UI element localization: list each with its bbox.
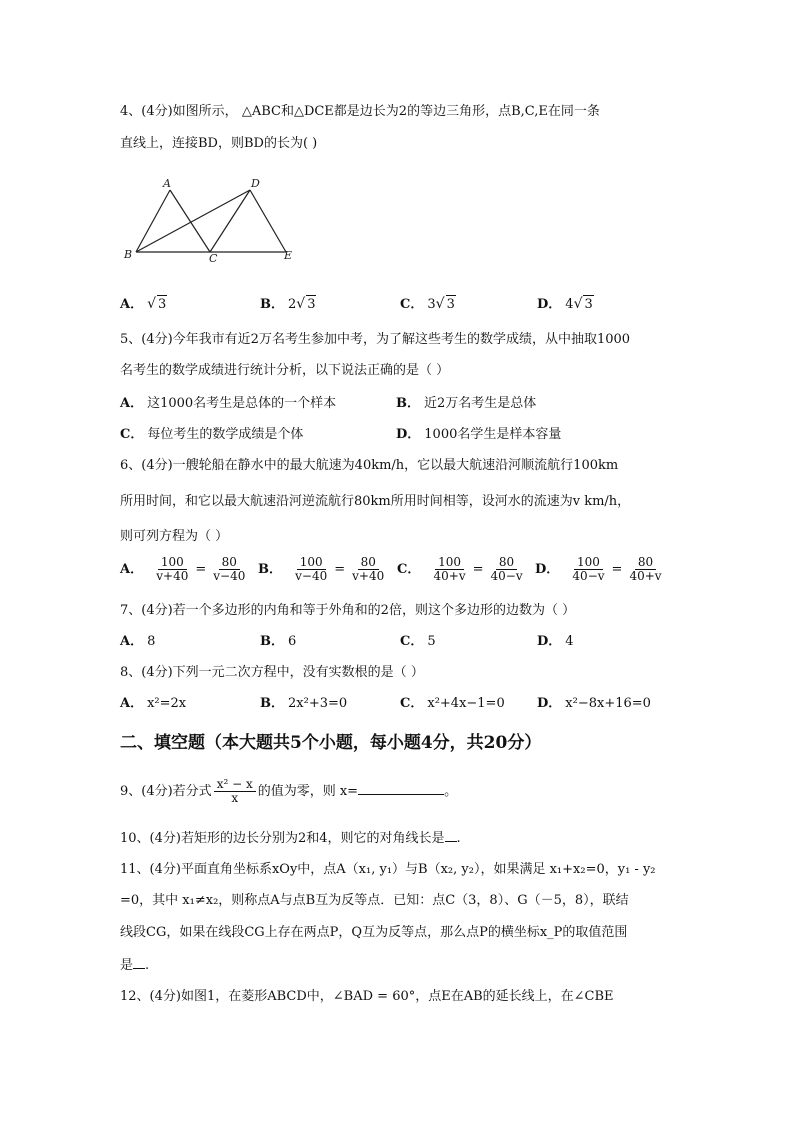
label-e: E bbox=[284, 249, 293, 262]
q7-line1: 7、(4分)若一个多边形的内角和等于外角和的2倍，则这个多边形的边数为（ ） bbox=[120, 603, 576, 618]
q5-option-a: A． 这1000名考生是总体的一个样本 bbox=[120, 396, 337, 411]
q6-option-d: D． $\frac{100}{40-v}$ = $\frac{80}{40+v}$ bbox=[535, 555, 662, 583]
q11-line1: 11、(4分)平面直角坐标系xOy中，点A（x₁, y₁）与B（x₂, y₂），如果满足 x₁+x₂=0，y₁ - y₂ bbox=[120, 862, 656, 877]
q4-option-b: B． 2√ 3 bbox=[260, 296, 316, 312]
section-title-fill-in: 二、填空题（本大题共5个小题，每小题4分，共20分） bbox=[120, 733, 542, 753]
q8-option-a: A． x²=2x bbox=[120, 696, 187, 711]
q4-option-d: D． 4√ 3 bbox=[537, 296, 593, 312]
q10-line: 10、(4分)若矩形的边长分别为2和4，则它的对角线长是 . bbox=[120, 831, 461, 846]
q4-line2: 直线上，连接BD，则BD的长为( ) bbox=[120, 136, 318, 151]
triangle-figure bbox=[118, 170, 298, 265]
q5-line1: 5、(4分)今年我市有近2万名考生参加中考，为了解这些考生的数学成绩，从中抽取1000 bbox=[120, 332, 631, 347]
q5-option-b: B． 近2万名考生是总体 bbox=[396, 396, 537, 411]
q6-option-b: B． $\frac{100}{v-40}$ = $\frac{80}{v+40}$ bbox=[258, 555, 385, 583]
edge-ac bbox=[170, 190, 210, 252]
q6-line3: 则可列方程为（ ） bbox=[120, 529, 229, 544]
q9-answer-blank[interactable] bbox=[358, 782, 444, 795]
q4-option-c: C． 3√ 3 bbox=[400, 296, 455, 312]
q8-line1: 8、(4分)下列一元二次方程中，没有实数根的是（ ） bbox=[120, 665, 424, 680]
q11-answer-blank[interactable] bbox=[133, 956, 145, 969]
q7-option-a: A． 8 bbox=[120, 634, 156, 649]
q6-line1: 6、(4分)一艘轮船在静水中的最大航速为40km/h，它以最大航速沿河顺流航行100km bbox=[120, 458, 619, 473]
q6-option-c: C． $\frac{100}{40+v}$ = $\frac{80}{40-v}$ bbox=[397, 555, 523, 583]
q11-line3: 线段CG，如果在线段CG上存在两点P，Q互为反等点，那么点P的横坐标x_P的取值范围 bbox=[120, 925, 628, 940]
q7-option-c: C． 5 bbox=[400, 634, 436, 649]
label-a: A bbox=[163, 177, 171, 190]
q7-option-b: B． 6 bbox=[260, 634, 297, 649]
q5-line2: 名考生的数学成绩进行统计分析，以下说法正确的是（ ） bbox=[120, 363, 450, 378]
q5-option-d: D． 1000名学生是样本容量 bbox=[396, 427, 562, 442]
edge-de bbox=[250, 190, 286, 252]
q8-option-b: B． 2x²+3=0 bbox=[260, 696, 348, 711]
q12-line1: 12、(4分)如图1，在菱形ABCD中，∠BAD = 60°，点E在AB的延长线上，在∠CBE bbox=[120, 989, 614, 1004]
q4-option-a: A． √ 3 bbox=[120, 296, 167, 312]
q4-line1: 4、(4分)如图所示， △ABC和△DCE都是边长为2的等边三角形，点B,C,E在同一条 bbox=[120, 104, 600, 119]
q8-option-c: C． x²+4x−1=0 bbox=[400, 696, 505, 711]
q10-answer-blank[interactable] bbox=[445, 829, 457, 842]
label-c: C bbox=[209, 252, 218, 265]
q6-line2: 所用时间，和它以最大航速沿河逆流航行80km所用时间相等，设河水的流速为v km/h， bbox=[120, 494, 631, 509]
label-d: D bbox=[251, 177, 260, 190]
q8-option-d: D． x²−8x+16=0 bbox=[537, 696, 651, 711]
q11-line2: =0，其中 x₁≠x₂，则称点A与点B互为反等点．已知：点C（3，8）、G（－5，8），联结 bbox=[120, 893, 629, 908]
label-b: B bbox=[124, 248, 133, 261]
q9-line: 9、(4分)若分式 $\frac{\text{x² − x}}{x}$ 的值为零，则 x= 。 bbox=[120, 777, 458, 805]
q5-option-c: C． 每位考生的数学成绩是个体 bbox=[120, 427, 304, 442]
edge-cd bbox=[210, 190, 250, 252]
q11-line4: 是 . bbox=[120, 958, 150, 973]
q6-option-a: A． $\frac{100}{v+40}$ = $\frac{80}{v-40}$ bbox=[120, 555, 246, 583]
q7-option-d: D． 4 bbox=[537, 634, 574, 649]
q9-fraction: $\frac{\text{x² − x}}{x}$ bbox=[214, 778, 256, 805]
